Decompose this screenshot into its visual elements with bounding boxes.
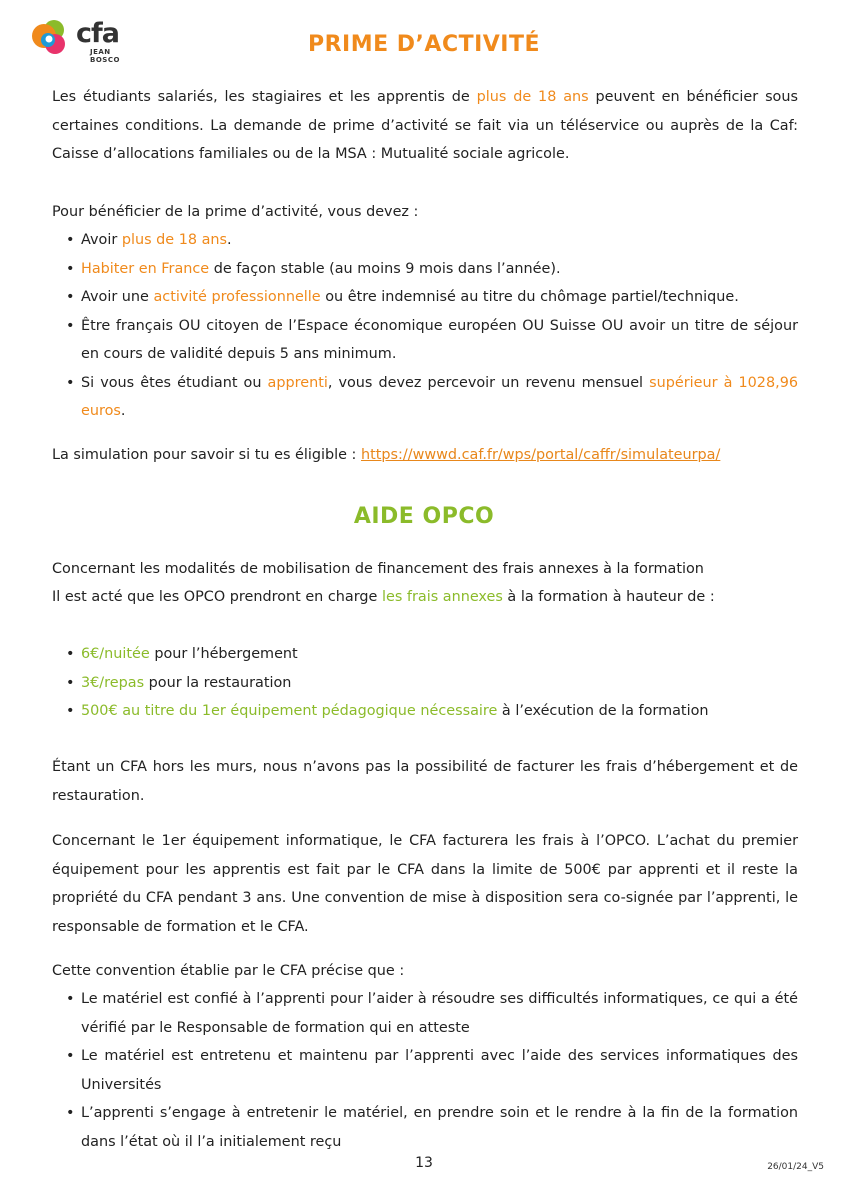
page-number: 13 — [415, 1155, 433, 1171]
list-item: • Le matériel est confié à l’apprenti pour l’aider à résoudre ses difficultés informatiques, ce qui a été vérifié par le Responsable de formation qui en atteste — [52, 985, 798, 1042]
convention-list — [52, 985, 798, 1156]
version-label: 26/01/24_V5 — [767, 1162, 824, 1172]
list-item: • 500€ au titre du 1er équipement pédagogique nécessaire à l’exécution de la formation — [52, 697, 798, 726]
list-item: • Habiter en France de façon stable (au moins 9 mois dans l’année). — [52, 255, 798, 284]
opco-hors-murs: Étant un CFA hors les murs, nous n’avons pas la possibilité de facturer les frais d’hébergement et de restauration. — [52, 759, 798, 804]
list-item: • L’apprenti s’engage à entretenir le matériel, en prendre soin et le rendre à la fin de la formation dans l’état où il l’a initialement reçu — [52, 1099, 798, 1156]
opco-intro-1: Concernant les modalités de mobilisation de financement des frais annexes à la formation — [52, 561, 704, 577]
list-item: • Avoir une activité professionnelle ou être indemnisé au titre du chômage partiel/technique. — [52, 283, 798, 312]
opco-intro-2: Il est acté que les OPCO prendront en charge les frais annexes à la formation à hauteur de : — [52, 589, 715, 605]
section-title-opco: AIDE OPCO — [353, 504, 495, 529]
list-item: • Le matériel est entretenu et maintenu par l’apprenti avec l’aide des services informatiques des Universités — [52, 1042, 798, 1099]
list-item: • Si vous êtes étudiant ou apprenti, vous devez percevoir un revenu mensuel supérieur à 1028,96 euros. — [52, 369, 798, 426]
logo-subtext: JEAN BOSCO — [90, 48, 120, 64]
list-item: • 3€/repas pour la restauration — [52, 669, 798, 698]
opco-equipement: Concernant le 1er équipement informatique, le CFA facturera les frais à l’OPCO. L’achat du premier équipement pour les apprentis est fait par le CFA dans la limite de 500€ par apprenti et il reste la propriété du CFA pendant 3 ans. Une convention de mise à disposition sera co-signée par l’apprenti, le responsable de formation et le CFA. — [52, 833, 798, 935]
logo-text: cfa — [76, 18, 119, 49]
list-item: • 6€/nuitée pour l’hébergement — [52, 640, 798, 669]
prime-intro: Les étudiants salariés, les stagiaires et les apprentis de plus de 18 ans peuvent en bénéficier sous certaines conditions. La demande de prime d’activité se fait via un téléservice ou auprès de la Caf: Caisse d’allocations familiales ou de la MSA : Mutualité sociale agricole. — [52, 89, 798, 162]
opco-amounts-list — [52, 640, 798, 726]
prime-conditions-intro: Pour bénéficier de la prime d’activité, vous devez : — [52, 204, 419, 220]
list-item: • Avoir plus de 18 ans. — [52, 226, 798, 255]
section-title-prime: PRIME D’ACTIVITÉ — [307, 32, 541, 57]
convention-intro: Cette convention établie par le CFA précise que : — [52, 963, 405, 979]
list-item: • Être français OU citoyen de l’Espace économique européen OU Suisse OU avoir un titre de séjour en cours de validité depuis 5 ans minimum. — [52, 312, 798, 369]
simulation-line: La simulation pour savoir si tu es éligible : https://wwwd.caf.fr/wps/portal/caffr/simulateurpa/ — [52, 447, 721, 463]
simulation-link[interactable]: https://wwwd.caf.fr/wps/portal/caffr/simulateurpa/ — [360, 447, 721, 463]
prime-conditions-list — [52, 226, 798, 426]
